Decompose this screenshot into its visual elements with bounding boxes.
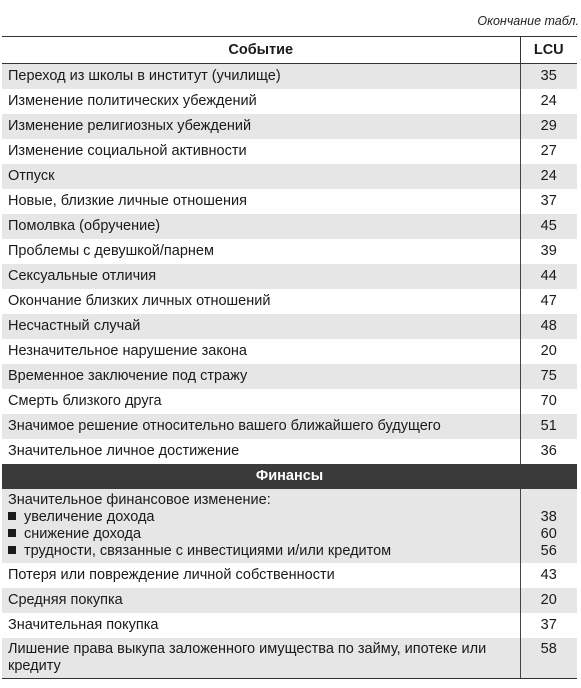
table-continuation-caption: Окончание табл. bbox=[477, 14, 579, 28]
lcu-cell: 44 bbox=[520, 264, 577, 289]
lcu-cell bbox=[520, 489, 577, 563]
lcu-cell: 39 bbox=[520, 239, 577, 264]
lcu-cell: 37 bbox=[520, 613, 577, 638]
event-cell: Окончание близких личных отношений bbox=[8, 293, 271, 309]
table-row bbox=[2, 389, 577, 414]
event-cell bbox=[2, 489, 520, 563]
lcu-cell: 43 bbox=[520, 563, 577, 588]
section-header-finance bbox=[2, 464, 577, 489]
event-text-line: кредиту bbox=[8, 658, 61, 674]
table-row bbox=[2, 164, 577, 189]
lcu-cell: 45 bbox=[520, 214, 577, 239]
lcu-cell: 75 bbox=[520, 364, 577, 389]
event-cell: Значительная покупка bbox=[8, 617, 159, 633]
list-item bbox=[8, 543, 514, 560]
column-header-lcu: LCU bbox=[520, 37, 577, 64]
list-item bbox=[8, 526, 514, 543]
table-row bbox=[2, 139, 577, 164]
event-cell: Потеря или повреждение личной собственности bbox=[8, 567, 335, 583]
group-title: Значительное финансовое изменение: bbox=[8, 492, 271, 508]
lcu-value: 60 bbox=[540, 526, 557, 542]
lcu-cell: 47 bbox=[520, 289, 577, 314]
event-cell: Несчастный случай bbox=[2, 314, 520, 339]
lcu-value: 56 bbox=[540, 543, 557, 559]
event-cell: Незначительное нарушение закона bbox=[8, 343, 247, 359]
event-cell: Временное заключение под стражу bbox=[2, 364, 520, 389]
event-cell: Значительное личное достижение bbox=[8, 443, 240, 459]
table-row bbox=[2, 64, 577, 90]
lcu-cell: 35 bbox=[520, 64, 577, 90]
event-cell: Помолвка (обручение) bbox=[2, 214, 520, 239]
list-item-label: увеличение дохода bbox=[24, 509, 155, 525]
table-header-row bbox=[2, 37, 577, 64]
square-bullet-icon bbox=[8, 546, 16, 554]
square-bullet-icon bbox=[8, 512, 16, 520]
table-row bbox=[2, 289, 577, 314]
event-cell: Изменение политических убеждений bbox=[8, 93, 257, 109]
lcu-cell: 48 bbox=[520, 314, 577, 339]
life-events-table bbox=[2, 36, 577, 679]
table-row bbox=[2, 563, 577, 588]
column-header-event: Событие bbox=[2, 37, 520, 64]
event-cell: Значимое решение относительно вашего ближайшего будущего bbox=[2, 414, 520, 439]
lcu-cell: 29 bbox=[520, 114, 577, 139]
table-row bbox=[2, 264, 577, 289]
list-item-label: трудности, связанные с инвестициями и/или кредитом bbox=[24, 543, 392, 559]
section-title: Финансы bbox=[2, 464, 577, 489]
event-cell: Изменение социальной активности bbox=[8, 143, 247, 159]
list-item bbox=[8, 509, 514, 526]
table-row bbox=[2, 613, 577, 638]
lcu-cell: 20 bbox=[520, 339, 577, 364]
lcu-cell: 37 bbox=[520, 189, 577, 214]
table-row bbox=[2, 339, 577, 364]
table-row bbox=[2, 239, 577, 264]
lcu-cell: 24 bbox=[520, 89, 577, 114]
table-row-financial-change bbox=[2, 489, 577, 563]
table-row bbox=[2, 114, 577, 139]
table-row bbox=[2, 588, 577, 613]
lcu-cell: 27 bbox=[520, 139, 577, 164]
event-text-line: Лишение права выкупа заложенного имущества по займу, ипотеке или bbox=[8, 641, 487, 657]
event-cell: Смерть близкого друга bbox=[8, 393, 162, 409]
list-item-label: снижение дохода bbox=[24, 526, 142, 542]
table-row bbox=[2, 439, 577, 464]
lcu-value: 58 bbox=[540, 641, 557, 657]
lcu-value: 38 bbox=[540, 509, 557, 525]
table-row bbox=[2, 364, 577, 389]
event-cell: Отпуск bbox=[2, 164, 520, 189]
event-cell: Изменение религиозных убеждений bbox=[2, 114, 520, 139]
lcu-cell bbox=[520, 638, 577, 679]
table-row bbox=[2, 89, 577, 114]
table-row bbox=[2, 189, 577, 214]
table-row bbox=[2, 414, 577, 439]
event-cell: Переход из школы в институт (училище) bbox=[2, 64, 520, 90]
event-cell: Сексуальные отличия bbox=[2, 264, 520, 289]
event-cell: Средняя покупка bbox=[2, 588, 520, 613]
event-cell bbox=[2, 638, 520, 679]
square-bullet-icon bbox=[8, 529, 16, 537]
lcu-cell: 51 bbox=[520, 414, 577, 439]
event-cell: Проблемы с девушкой/парнем bbox=[8, 243, 214, 259]
table-row bbox=[2, 214, 577, 239]
lcu-cell: 24 bbox=[520, 164, 577, 189]
table-row bbox=[2, 638, 577, 679]
event-cell: Новые, близкие личные отношения bbox=[8, 193, 247, 209]
lcu-cell: 70 bbox=[520, 389, 577, 414]
lcu-cell: 36 bbox=[520, 439, 577, 464]
lcu-cell: 20 bbox=[520, 588, 577, 613]
table-row bbox=[2, 314, 577, 339]
